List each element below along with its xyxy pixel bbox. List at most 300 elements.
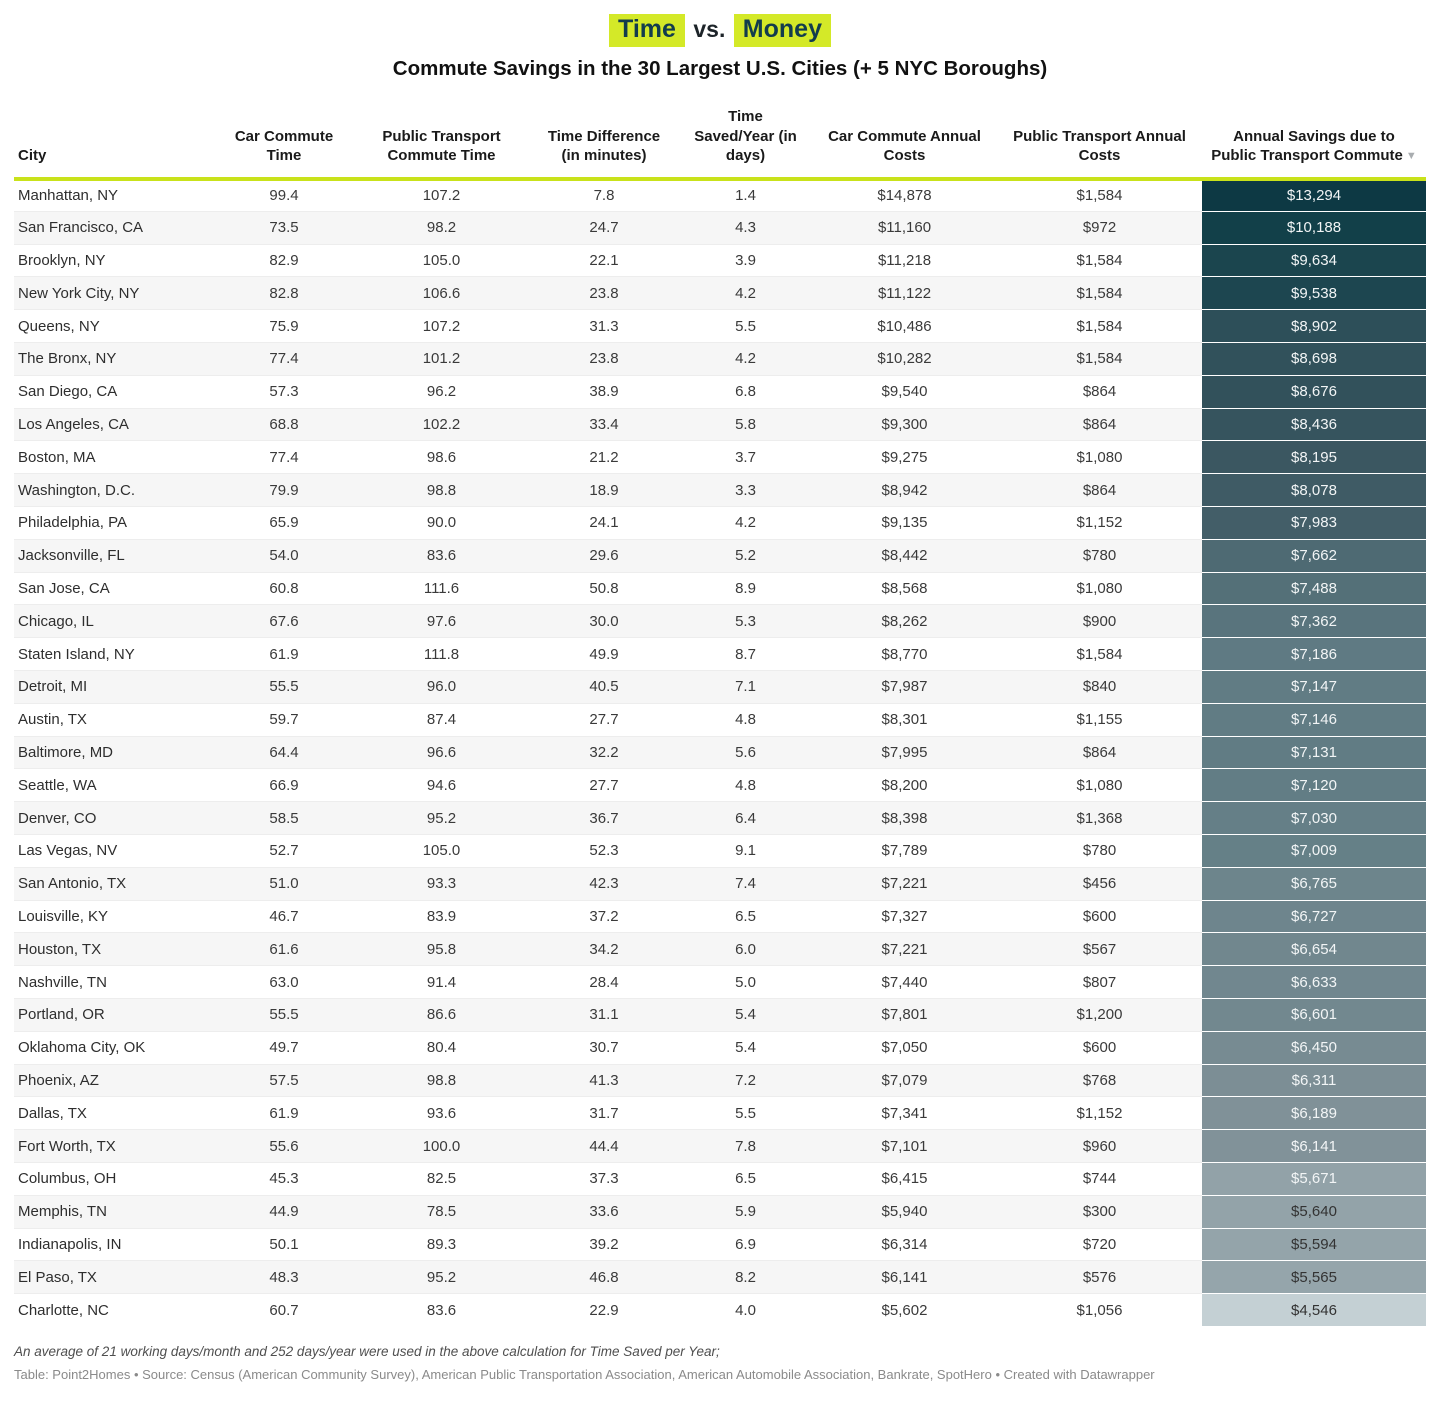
cell-car_cost: $14,878 [877, 187, 932, 205]
table-row [14, 1195, 1426, 1228]
cell-car_cost: $6,415 [881, 1170, 928, 1188]
cell-savings: $6,189 [1202, 1097, 1426, 1130]
cell-saved: 6.8 [735, 383, 756, 401]
cell-car_time: 99.4 [269, 187, 299, 205]
cell-pt_time: 96.0 [354, 670, 529, 703]
cell-pt_cost: $600 [1082, 907, 1117, 925]
table-row [14, 572, 1426, 605]
cell-savings: $9,634 [1202, 244, 1426, 277]
cell-city: Memphis, TN [14, 1195, 214, 1228]
cell-pt_time: 80.4 [426, 1039, 457, 1057]
cell-pt_time: 100.0 [354, 1130, 529, 1163]
cell-city: Chicago, IL [14, 605, 214, 638]
cell-diff: 23.8 [529, 277, 679, 310]
cell-city: Denver, CO [14, 802, 214, 835]
cell-car_time: 77.4 [269, 448, 299, 466]
cell-pt_cost: $1,584 [1076, 645, 1123, 663]
cell-car_time: 73.5 [214, 211, 354, 244]
cell-diff: 37.3 [589, 1170, 619, 1188]
cell-city: Austin, TX [18, 711, 87, 729]
cell-saved: 5.5 [735, 317, 756, 335]
cell-saved: 5.2 [679, 539, 812, 572]
table-row [14, 1097, 1426, 1130]
column-header-city[interactable] [14, 103, 214, 179]
cell-pt_cost: $1,200 [997, 998, 1202, 1031]
cell-pt_time: 98.8 [354, 1064, 529, 1097]
table-row [14, 474, 1426, 507]
cell-savings: $6,311 [1202, 1064, 1426, 1097]
cell-pt_cost: $1,152 [1076, 514, 1123, 532]
cell-car_cost: $7,440 [881, 973, 928, 991]
cell-pt_cost: $1,056 [1076, 1301, 1123, 1319]
table-row [14, 1031, 1426, 1064]
cell-diff: 32.2 [529, 736, 679, 769]
cell-city: Los Angeles, CA [14, 408, 214, 441]
cell-diff: 24.1 [589, 514, 619, 532]
cell-car_time: 57.3 [269, 383, 299, 401]
cell-pt_cost: $960 [997, 1130, 1202, 1163]
table-row [14, 736, 1426, 769]
cell-savings: $6,601 [1202, 998, 1426, 1031]
cell-diff: 30.7 [589, 1039, 619, 1057]
column-header-time-saved-year-in-days[interactable] [679, 103, 812, 179]
cell-city: The Bronx, NY [14, 342, 214, 375]
cell-diff: 22.9 [589, 1301, 619, 1319]
cell-pt_time: 93.6 [426, 1104, 457, 1122]
cell-pt_time: 105.0 [422, 251, 461, 269]
cell-pt_cost: $1,584 [997, 342, 1202, 375]
cell-saved: 4.2 [735, 514, 756, 532]
cell-savings: $6,765 [1202, 867, 1426, 900]
table-row [14, 539, 1426, 572]
table-row [14, 998, 1426, 1031]
cell-pt_time: 90.0 [426, 514, 457, 532]
cell-city: Baltimore, MD [14, 736, 214, 769]
cell-city: Nashville, TN [18, 973, 107, 991]
cell-saved: 7.4 [679, 867, 812, 900]
cell-car_time: 59.7 [269, 711, 299, 729]
cell-savings: $6,654 [1202, 933, 1426, 966]
cell-diff: 22.1 [589, 251, 619, 269]
cell-car_cost: $7,995 [812, 736, 997, 769]
title-highlight-time: Time [609, 14, 685, 47]
cell-car_time: 60.7 [269, 1301, 299, 1319]
cell-saved: 4.3 [679, 211, 812, 244]
cell-car_time: 61.9 [269, 1104, 299, 1122]
cell-pt_cost: $1,584 [997, 277, 1202, 310]
table-row [14, 506, 1426, 539]
cell-city: Charlotte, NC [18, 1301, 109, 1319]
cell-city: San Francisco, CA [14, 211, 214, 244]
cell-diff: 21.2 [589, 448, 619, 466]
cell-diff: 37.2 [589, 907, 619, 925]
cell-pt_time: 83.6 [354, 539, 529, 572]
table-header [14, 103, 1426, 179]
table-row [14, 900, 1426, 933]
cell-saved: 5.6 [679, 736, 812, 769]
column-header-label: Time Difference (in minutes) [547, 127, 661, 164]
cell-pt_time: 107.2 [422, 317, 461, 335]
cell-car_cost: $8,301 [881, 711, 928, 729]
page-subtitle: Commute Savings in the 30 Largest U.S. Cities (+ 5 NYC Boroughs) [392, 57, 1048, 80]
cell-pt_cost: $300 [997, 1195, 1202, 1228]
cell-pt_cost: $1,080 [1076, 448, 1123, 466]
cell-car_cost: $7,050 [881, 1039, 928, 1057]
cell-saved: 5.4 [735, 1039, 756, 1057]
cell-diff: 30.0 [529, 605, 679, 638]
cell-car_time: 65.9 [269, 514, 299, 532]
title-separator: vs. [693, 16, 726, 42]
cell-diff: 31.1 [529, 998, 679, 1031]
column-header-label: Car Commute Time [234, 127, 334, 164]
cell-diff: 24.7 [529, 211, 679, 244]
cell-diff: 44.4 [529, 1130, 679, 1163]
cell-pt_time: 106.6 [354, 277, 529, 310]
cell-saved: 7.2 [679, 1064, 812, 1097]
cell-saved: 8.7 [735, 645, 756, 663]
cell-car_cost: $5,940 [812, 1195, 997, 1228]
cell-car_cost: $5,602 [881, 1301, 928, 1319]
cell-savings: $7,120 [1202, 769, 1426, 802]
table-row [14, 703, 1426, 736]
cell-diff: 33.4 [529, 408, 679, 441]
cell-diff: 28.4 [589, 973, 619, 991]
cell-pt_time: 91.4 [426, 973, 457, 991]
cell-city: Columbus, OH [18, 1170, 117, 1188]
cell-savings: $10,188 [1202, 211, 1426, 244]
cell-pt_cost: $1,584 [1076, 251, 1123, 269]
cell-pt_cost: $1,368 [997, 802, 1202, 835]
cell-city: New York City, NY [14, 277, 214, 310]
cell-saved: 4.2 [679, 342, 812, 375]
cell-car_cost: $7,079 [812, 1064, 997, 1097]
cell-car_time: 45.3 [269, 1170, 299, 1188]
cell-pt_time: 96.2 [426, 383, 457, 401]
cell-diff: 42.3 [529, 867, 679, 900]
cell-saved: 3.9 [735, 251, 756, 269]
cell-car_cost: $10,486 [877, 317, 932, 335]
table-row [14, 966, 1426, 999]
cell-car_time: 55.6 [214, 1130, 354, 1163]
cell-city: Las Vegas, NV [18, 842, 118, 860]
cell-city: Jacksonville, FL [14, 539, 214, 572]
table-row [14, 1294, 1426, 1327]
cell-savings: $8,078 [1202, 474, 1426, 507]
cell-city: Staten Island, NY [18, 645, 135, 663]
cell-pt_time: 95.2 [354, 802, 529, 835]
cell-savings: $7,662 [1202, 539, 1426, 572]
cell-pt_cost: $780 [1082, 842, 1117, 860]
cell-city: Portland, OR [14, 998, 214, 1031]
cell-savings: $13,294 [1202, 179, 1426, 212]
cell-saved: 4.0 [735, 1301, 756, 1319]
cell-savings: $5,594 [1202, 1228, 1426, 1261]
cell-car_time: 82.8 [214, 277, 354, 310]
cell-car_cost: $9,135 [881, 514, 928, 532]
cell-city: Detroit, MI [14, 670, 214, 703]
cell-saved: 8.9 [735, 579, 756, 597]
cell-car_time: 52.7 [269, 842, 299, 860]
cell-city: Fort Worth, TX [14, 1130, 214, 1163]
cell-pt_time: 93.3 [354, 867, 529, 900]
commute-savings-table [14, 103, 1426, 1326]
cell-savings: $6,633 [1202, 966, 1426, 999]
cell-car_time: 55.5 [214, 670, 354, 703]
cell-savings: $9,538 [1202, 277, 1426, 310]
cell-diff: 38.9 [589, 383, 619, 401]
cell-pt_cost: $1,584 [1076, 187, 1123, 205]
cell-pt_cost: $840 [997, 670, 1202, 703]
cell-pt_time: 105.0 [422, 842, 461, 860]
cell-pt_cost: $780 [997, 539, 1202, 572]
cell-city: Manhattan, NY [18, 187, 119, 205]
cell-pt_time: 89.3 [426, 1235, 457, 1253]
table-row [14, 638, 1426, 671]
column-header-label: Public Transport Annual Costs [1013, 127, 1186, 164]
cell-car_time: 63.0 [269, 973, 299, 991]
cell-savings: $5,640 [1202, 1195, 1426, 1228]
cell-diff: 23.8 [529, 342, 679, 375]
cell-car_cost: $6,314 [881, 1235, 928, 1253]
cell-pt_cost: $972 [997, 211, 1202, 244]
cell-saved: 5.3 [679, 605, 812, 638]
cell-pt_cost: $576 [997, 1261, 1202, 1294]
cell-saved: 6.9 [735, 1235, 756, 1253]
column-header-car-commute-time[interactable] [214, 103, 354, 179]
cell-diff: 33.6 [529, 1195, 679, 1228]
cell-pt_cost: $456 [997, 867, 1202, 900]
cell-saved: 6.5 [735, 907, 756, 925]
cell-car_cost: $7,101 [812, 1130, 997, 1163]
column-header-label: Public Transport Commute Time [382, 127, 501, 164]
cell-pt_time: 107.2 [422, 187, 461, 205]
cell-diff: 7.8 [593, 187, 615, 205]
cell-city: San Jose, CA [18, 579, 110, 597]
cell-car_time: 64.4 [214, 736, 354, 769]
cell-pt_cost: $1,080 [1076, 776, 1123, 794]
cell-diff: 29.6 [529, 539, 679, 572]
cell-saved: 5.0 [735, 973, 756, 991]
cell-savings: $5,565 [1202, 1261, 1426, 1294]
cell-saved: 6.5 [735, 1170, 756, 1188]
cell-savings: $8,436 [1202, 408, 1426, 441]
cell-pt_time: 82.5 [426, 1170, 457, 1188]
cell-saved: 5.8 [679, 408, 812, 441]
cell-saved: 6.4 [679, 802, 812, 835]
table-row [14, 277, 1426, 310]
cell-car_cost: $7,789 [881, 842, 928, 860]
cell-savings: $6,727 [1202, 900, 1426, 933]
column-header-label: Time Saved/Year (in days) [694, 108, 797, 164]
cell-car_time: 75.9 [269, 317, 299, 335]
cell-car_cost: $10,282 [812, 342, 997, 375]
cell-car_time: 51.0 [214, 867, 354, 900]
column-header-time-difference-in-minutes[interactable] [529, 103, 679, 179]
cell-pt_time: 78.5 [354, 1195, 529, 1228]
cell-pt_time: 95.2 [354, 1261, 529, 1294]
cell-pt_cost: $864 [1082, 383, 1117, 401]
table-row [14, 441, 1426, 474]
cell-savings: $7,030 [1202, 802, 1426, 835]
cell-pt_cost: $1,152 [1076, 1104, 1123, 1122]
cell-diff: 31.7 [589, 1104, 619, 1122]
cell-saved: 9.1 [735, 842, 756, 860]
cell-pt_cost: $768 [997, 1064, 1202, 1097]
cell-diff: 18.9 [529, 474, 679, 507]
cell-pt_time: 96.6 [354, 736, 529, 769]
cell-car_cost: $7,221 [812, 933, 997, 966]
cell-savings: $6,141 [1202, 1130, 1426, 1163]
cell-car_cost: $11,122 [812, 277, 997, 310]
cell-car_cost: $11,160 [812, 211, 997, 244]
table-row [14, 802, 1426, 835]
cell-city: Dallas, TX [18, 1104, 87, 1122]
cell-saved: 4.2 [679, 277, 812, 310]
column-header-public-transport-annual-costs[interactable] [997, 103, 1202, 179]
cell-car_cost: $8,942 [812, 474, 997, 507]
cell-pt_time: 98.6 [426, 448, 457, 466]
column-header-car-commute-annual-costs[interactable] [812, 103, 997, 179]
cell-diff: 27.7 [589, 776, 619, 794]
cell-savings: $6,450 [1202, 1031, 1426, 1064]
cell-car_cost: $9,540 [881, 383, 928, 401]
table-row [14, 375, 1426, 408]
cell-car_cost: $8,568 [881, 579, 928, 597]
cell-pt_time: 97.6 [354, 605, 529, 638]
cell-saved: 1.4 [735, 187, 756, 205]
cell-city: Indianapolis, IN [18, 1235, 122, 1253]
column-header-public-transport-commute-time[interactable] [354, 103, 529, 179]
cell-pt_time: 98.2 [354, 211, 529, 244]
column-header-label: Annual Savings due to Public Transport Commute [1211, 127, 1403, 164]
cell-car_time: 48.3 [214, 1261, 354, 1294]
cell-savings: $7,983 [1202, 506, 1426, 539]
table-row [14, 1130, 1426, 1163]
cell-saved: 5.5 [735, 1104, 756, 1122]
cell-city: Houston, TX [14, 933, 214, 966]
cell-savings: $7,147 [1202, 670, 1426, 703]
cell-pt_cost: $600 [1082, 1039, 1117, 1057]
cell-car_cost: $9,275 [881, 448, 928, 466]
cell-car_time: 58.5 [214, 802, 354, 835]
cell-city: Queens, NY [18, 317, 100, 335]
cell-car_cost: $7,221 [812, 867, 997, 900]
cell-pt_cost: $1,080 [1076, 579, 1123, 597]
cell-car_time: 67.6 [214, 605, 354, 638]
cell-pt_cost: $744 [1082, 1170, 1117, 1188]
cell-diff: 40.5 [529, 670, 679, 703]
cell-car_cost: $9,300 [812, 408, 997, 441]
cell-city: Oklahoma City, OK [18, 1039, 146, 1057]
cell-pt_cost: $567 [997, 933, 1202, 966]
table-row [14, 1261, 1426, 1294]
cell-saved: 3.3 [679, 474, 812, 507]
cell-pt_cost: $1,584 [1076, 317, 1123, 335]
cell-car_time: 50.1 [269, 1235, 299, 1253]
cell-savings: $8,195 [1202, 441, 1426, 474]
cell-pt_time: 83.9 [426, 907, 457, 925]
cell-saved: 3.7 [735, 448, 756, 466]
cell-savings: $8,676 [1202, 375, 1426, 408]
cell-pt_cost: $720 [1082, 1235, 1117, 1253]
cell-pt_time: 111.6 [423, 579, 460, 597]
cell-diff: 39.2 [589, 1235, 619, 1253]
cell-saved: 7.8 [679, 1130, 812, 1163]
cell-car_time: 57.5 [214, 1064, 354, 1097]
table-row [14, 670, 1426, 703]
cell-city: Seattle, WA [18, 776, 97, 794]
cell-saved: 6.0 [679, 933, 812, 966]
cell-city: Washington, D.C. [14, 474, 214, 507]
cell-car_time: 68.8 [214, 408, 354, 441]
cell-city: San Diego, CA [18, 383, 118, 401]
cell-car_time: 60.8 [269, 579, 299, 597]
cell-pt_cost: $864 [997, 408, 1202, 441]
cell-saved: 5.9 [679, 1195, 812, 1228]
cell-car_time: 54.0 [214, 539, 354, 572]
page-title [14, 12, 1426, 47]
cell-pt_time: 111.8 [423, 645, 460, 663]
cell-pt_cost: $864 [997, 474, 1202, 507]
table-attribution: Table: Point2Homes • Source: Census (American Community Survey), American Public Transportation Association, American Automobile Association, Bankrate, SpotHero • Created with Datawrapper [14, 1367, 1155, 1383]
cell-city: Philadelphia, PA [18, 514, 127, 532]
table-footnote: An average of 21 working days/month and 252 days/year were used in the above calculation for Time Saved per Year; [14, 1344, 720, 1360]
cell-diff: 31.3 [589, 317, 619, 335]
table-row [14, 769, 1426, 802]
table-row [14, 244, 1426, 277]
title-highlight-money: Money [734, 14, 831, 47]
cell-diff: 50.8 [589, 579, 619, 597]
cell-pt_time: 86.6 [354, 998, 529, 1031]
cell-savings: $7,009 [1202, 834, 1426, 867]
column-header-annual-savings-due-to-public-transport-commute[interactable] [1202, 103, 1426, 179]
cell-savings: $4,546 [1202, 1294, 1426, 1327]
cell-savings: $8,698 [1202, 342, 1426, 375]
cell-pt_time: 98.8 [354, 474, 529, 507]
cell-pt_time: 87.4 [426, 711, 457, 729]
cell-savings: $7,362 [1202, 605, 1426, 638]
cell-city: Louisville, KY [18, 907, 109, 925]
cell-city: El Paso, TX [14, 1261, 214, 1294]
cell-saved: 4.8 [735, 711, 756, 729]
table-row [14, 408, 1426, 441]
table-row [14, 1162, 1426, 1195]
cell-car_cost: $7,327 [881, 907, 928, 925]
cell-car_time: 61.6 [214, 933, 354, 966]
cell-car_time: 66.9 [269, 776, 299, 794]
cell-pt_time: 83.6 [426, 1301, 457, 1319]
cell-car_cost: $11,218 [877, 251, 932, 269]
table-row [14, 179, 1426, 212]
cell-car_cost: $7,987 [812, 670, 997, 703]
cell-car_time: 61.9 [269, 645, 299, 663]
cell-car_time: 82.9 [269, 251, 299, 269]
cell-pt_cost: $1,155 [1076, 711, 1123, 729]
column-header-label: City [18, 147, 47, 164]
cell-car_time: 46.7 [269, 907, 299, 925]
cell-car_time: 79.9 [214, 474, 354, 507]
cell-savings: $7,186 [1202, 638, 1426, 671]
table-row [14, 933, 1426, 966]
table-row [14, 1064, 1426, 1097]
cell-diff: 41.3 [529, 1064, 679, 1097]
cell-savings: $7,146 [1202, 703, 1426, 736]
cell-car_time: 55.5 [214, 998, 354, 1031]
cell-pt_time: 102.2 [354, 408, 529, 441]
cell-car_cost: $8,398 [812, 802, 997, 835]
cell-saved: 5.4 [679, 998, 812, 1031]
cell-car_time: 77.4 [214, 342, 354, 375]
